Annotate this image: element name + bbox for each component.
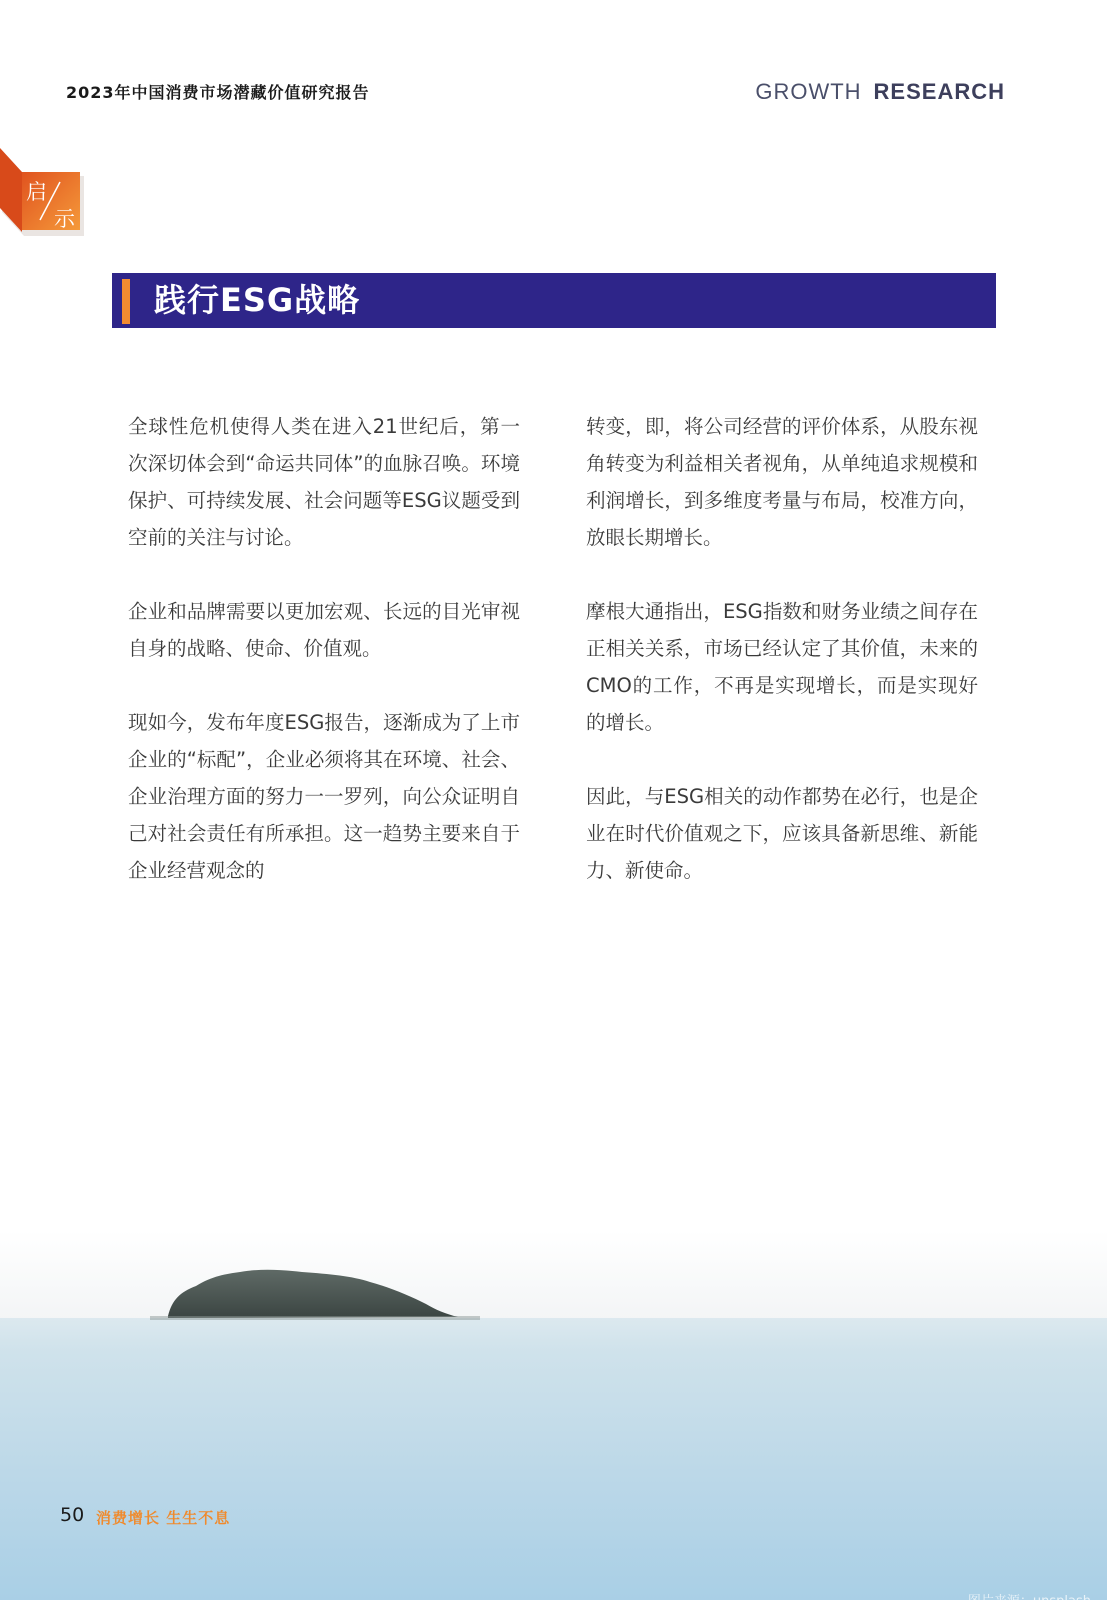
brand-logo — [755, 79, 1005, 105]
paragraph: 全球性危机使得人类在进入21世纪后，第一次深切体会到“命运共同体”的血脉召唤。环境保护、可持续发展、社会问题等ESG议题受到空前的关注与讨论。 — [128, 415, 520, 549]
tab-label-shi: 示 — [54, 207, 75, 231]
paragraph: 企业和品牌需要以更加宏观、长远的目光审视自身的战略、使命、价值观。 — [128, 600, 520, 660]
image-credit: 图片来源：unsplash — [967, 1594, 1091, 1609]
right-column — [586, 408, 978, 926]
section-title: 践行ESG战略 — [154, 281, 361, 319]
paragraph: 因此，与ESG相关的动作都势在必行，也是企业在时代价值观之下，应该具备新思维、新能力、新使命。 — [586, 785, 978, 882]
left-column — [128, 408, 520, 926]
brand-research: RESEARCH — [873, 79, 1005, 104]
paragraph: 转变，即，将公司经营的评价体系，从股东视角转变为利益相关者视角，从单纯追求规模和利润增长，到多维度考量与布局，校准方向，放眼长期增长。 — [586, 415, 978, 549]
page-number: 50 — [60, 1504, 85, 1526]
report-title: 2023年中国消费市场潜藏价值研究报告 — [66, 83, 370, 102]
footer-tagline: 消费增长 生生不息 — [96, 1509, 231, 1527]
paragraph: 现如今，发布年度ESG报告，逐渐成为了上市企业的“标配”，企业必须将其在环境、社会、企业治理方面的努力一一罗列，向公众证明自己对社会责任有所承担。这一趋势主要来自于企业经营观念的 — [128, 711, 520, 882]
tab-label-qi: 启 — [26, 180, 47, 204]
brand-growth: GROWTH — [755, 79, 862, 104]
paragraph: 摩根大通指出，ESG指数和财务业绩之间存在正相关关系，市场已经认定了其价值，未来的CMO的工作，不再是实现增长，而是实现好的增长。 — [586, 600, 978, 734]
banner-accent-bar — [122, 279, 130, 324]
island-sea-image — [0, 1230, 1107, 1600]
